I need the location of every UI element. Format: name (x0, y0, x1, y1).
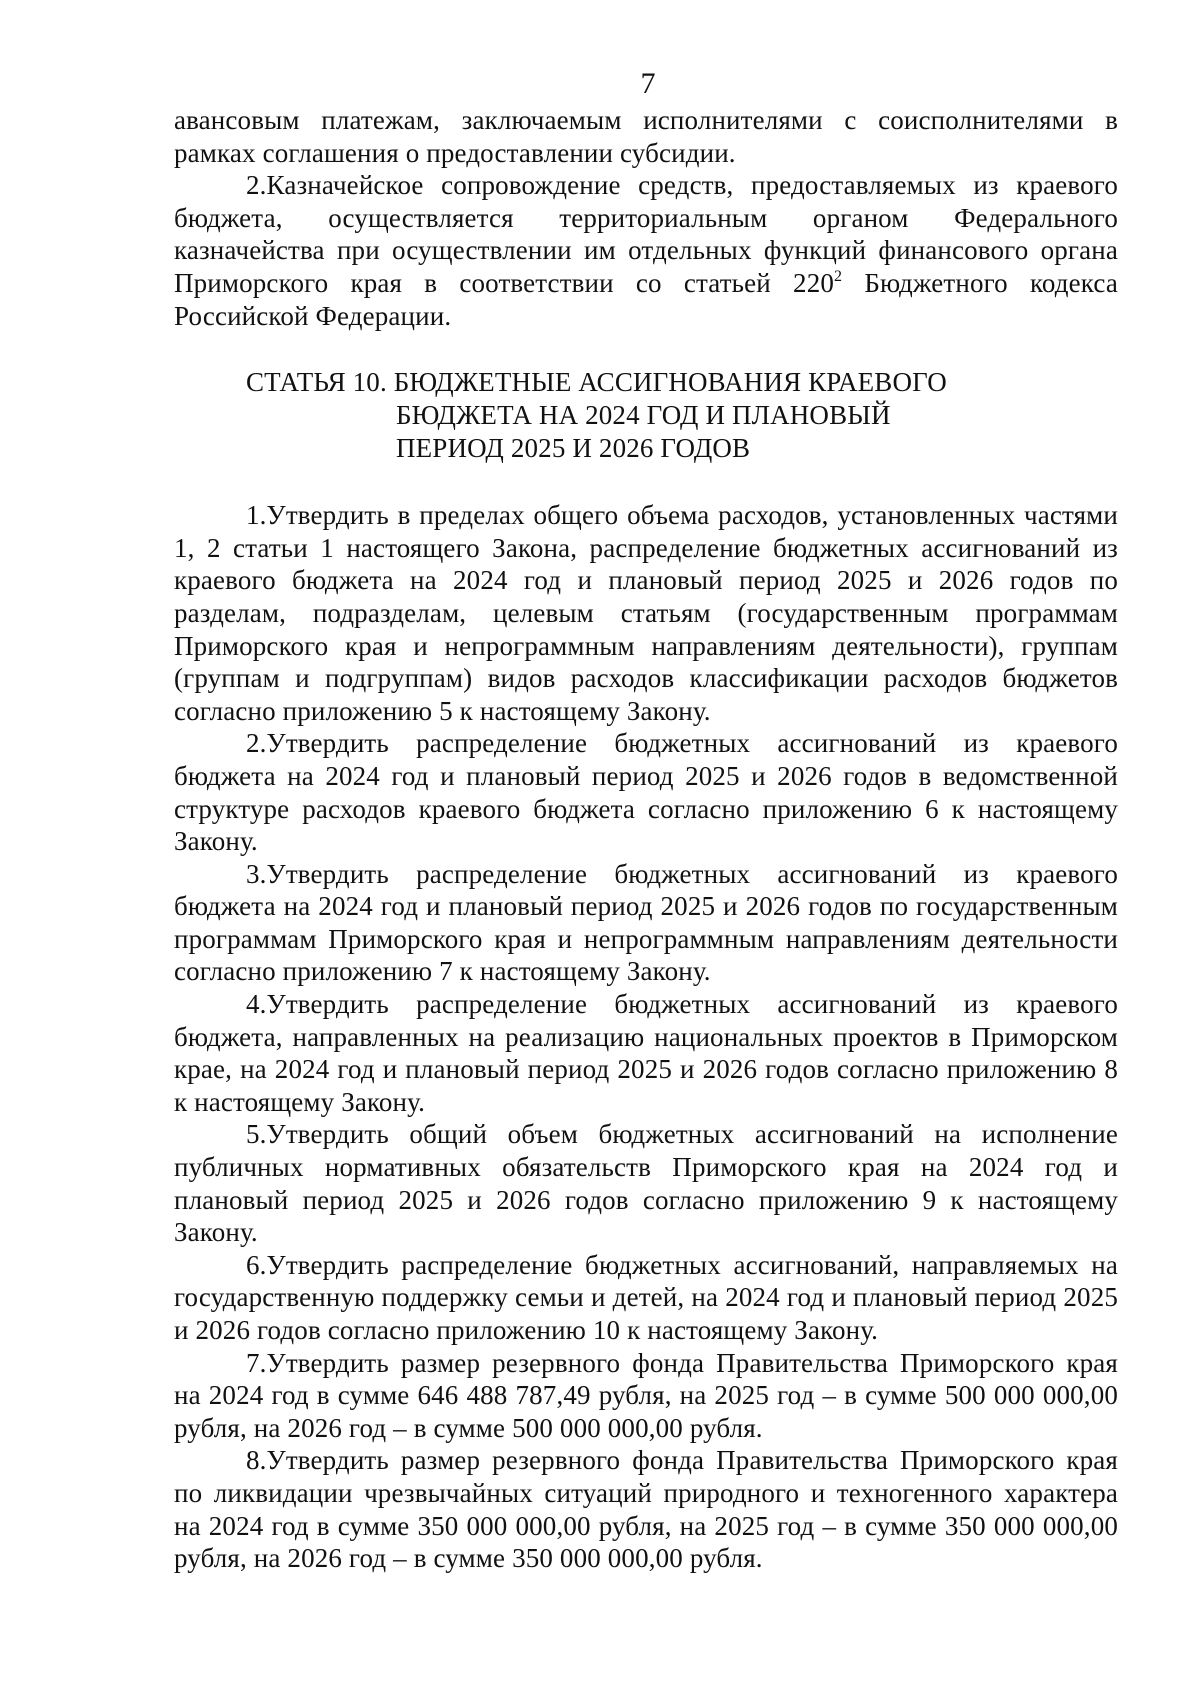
article-item-3: 3.Утвердить распределение бюджетных ассигнований из краевого бюджета на 2024 год и плановый период 2025 и 2026 годов по государственным программам Приморского края и непрограммным направлениям деятельности согласно приложению 7 к настоящему Закону. (174, 858, 1118, 987)
heading-line-2: БЮДЖЕТА НА 2024 ГОД И ПЛАНОВЫЙ (396, 400, 891, 431)
article-item-1: 1.Утвердить в пределах общего объема расходов, установленных частями 1, 2 статьи 1 настоящего Закона, распределение бюджетных ассигнований из краевого бюджета на 2024 год и плановый период 2025 и 2026 годов по разделам, подразделам, целевым статьям (государственным программам Приморского края и непрограммным направлениям деятельности), группам (группам и подгруппам) видов расходов классификации расходов бюджетов согласно приложению 5 к настоящему Закону. (174, 500, 1118, 726)
paragraph-text-end: Бюджетного кодекса Российской Федерации. (174, 267, 1118, 331)
paragraph-text: 2.Казначейское сопровождение средств, предоставляемых из краевого бюджета, осуществляется территориальным органом Федерального казначейства при осуществлении им отдельных функций финансового органа Приморского края в соответствии со статьей 220 (174, 170, 1118, 298)
continuation-paragraph: авансовым платежам, заключаемым исполнителями с соисполнителями в рамках соглашения о предоставлении субсидии. (174, 105, 1118, 168)
article-item-8: 8.Утвердить размер резервного фонда Правительства Приморского края по ликвидации чрезвычайных ситуаций природного и техногенного характера на 2024 год в сумме 350 000 000,00 рубля, на 2025 год – в сумме 350 000 000,00 рубля, на 2026 год – в сумме 350 000 000,00 рубля. (174, 1445, 1118, 1574)
document-body (174, 104, 1118, 1575)
superscript: 2 (834, 267, 843, 285)
article-item-4: 4.Утвердить распределение бюджетных ассигнований из краевого бюджета, направленных на реализацию национальных проектов в Приморском крае, на 2024 год и плановый период 2025 и 2026 годов согласно приложению 8 к настоящему Закону. (174, 989, 1118, 1117)
article-item-7: 7.Утвердить размер резервного фонда Правительства Приморского края на 2024 год в сумме 646 488 787,49 рубля, на 2025 год – в сумме 500 000 000,00 рубля, на 2026 год – в сумме 500 000 000,00 рубля. (174, 1347, 1118, 1443)
paragraph-treasury-support (174, 169, 1118, 332)
heading-line-3: ПЕРИОД 2025 И 2026 ГОДОВ (396, 433, 751, 464)
article-item-6: 6.Утвердить распределение бюджетных ассигнований, направляемых на государственную поддержку семьи и детей, на 2024 год и плановый период 2025 и 2026 годов согласно приложению 10 к настоящему Закону. (174, 1249, 1118, 1345)
article-item-5: 5.Утвердить общий объем бюджетных ассигнований на исполнение публичных нормативных обязательств Приморского края на 2024 год и плановый период 2025 и 2026 годов согласно приложению 9 к настоящему Закону. (174, 1119, 1118, 1248)
heading-line-1: СТАТЬЯ 10. БЮДЖЕТНЫЕ АССИГНОВАНИЯ КРАЕВОГО (246, 367, 947, 398)
article-heading (174, 366, 1118, 465)
article-item-2: 2.Утвердить распределение бюджетных ассигнований из краевого бюджета на 2024 год и плановый период 2025 и 2026 годов в ведомственной структуре расходов краевого бюджета согласно приложению 6 к настоящему Закону. (174, 728, 1118, 857)
page-number: 7 (640, 67, 656, 100)
